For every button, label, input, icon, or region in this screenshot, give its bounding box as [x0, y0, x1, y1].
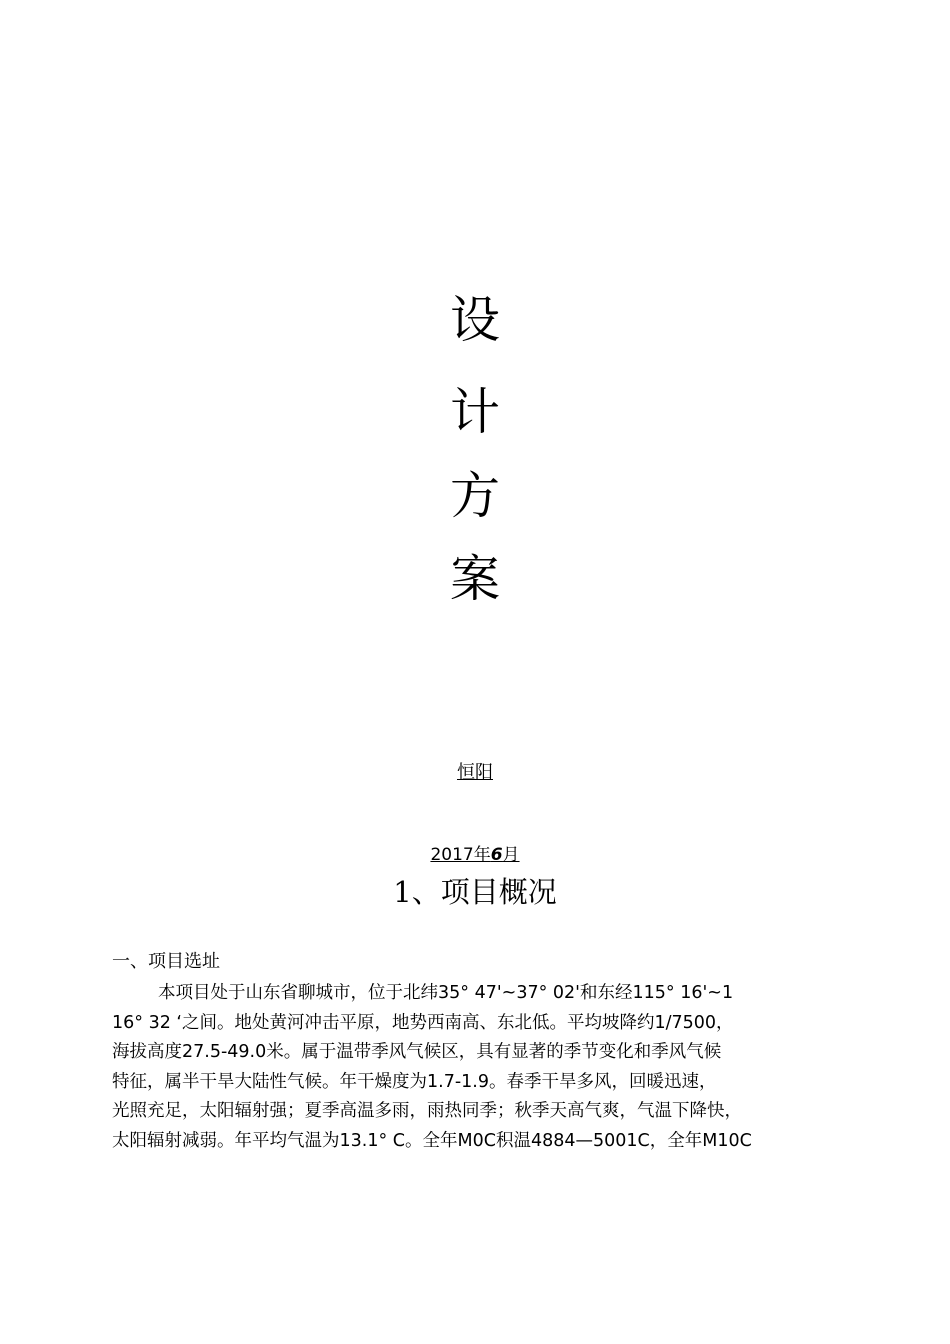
body-line-1: 本项目处于山东省聊城市，位于北纬35° 47'~37° 02'和东经115° 16'~1 [158, 983, 734, 1003]
section-subheading: 一、项目选址 [112, 951, 220, 972]
body-line-3: 海拔高度27.5-49.0米。属于温带季风气候区，具有显著的季节变化和季风气候 [112, 1042, 722, 1063]
section-heading: 1、项目概况 [393, 875, 557, 909]
date-month-unit: 月 [502, 845, 520, 865]
date-year: 2017年 [430, 845, 491, 865]
cover-title-char-2: 计 [450, 383, 500, 441]
section-body [112, 979, 842, 1157]
cover-author [0, 760, 950, 786]
body-line-2: 16° 32 ‘之间。地处黄河冲击平原，地势西南高、东北低。平均坡降约1/7500， [112, 1012, 734, 1033]
cover-date [0, 842, 950, 868]
cover-title-char-3: 方 [450, 467, 500, 525]
body-line-5: 光照充足，太阳辐射强；夏季高温多雨，雨热同季；秋季天高气爽，气温下降快， [112, 1101, 742, 1122]
date-month-number: 6 [490, 845, 503, 865]
cover-title-char-4: 案 [450, 550, 500, 608]
body-line-6: 太阳辐射减弱。年平均气温为13.1° C。全年M0C积温4884—5001C，全年M10C [112, 1130, 752, 1151]
author-name: 恒阳 [457, 762, 493, 783]
cover-title-char-1: 设 [450, 291, 500, 349]
body-line-4: 特征，属半干旱大陆性气候。年干燥度为1.7-1.9。春季干旱多风，回暖迅速， [112, 1071, 717, 1092]
